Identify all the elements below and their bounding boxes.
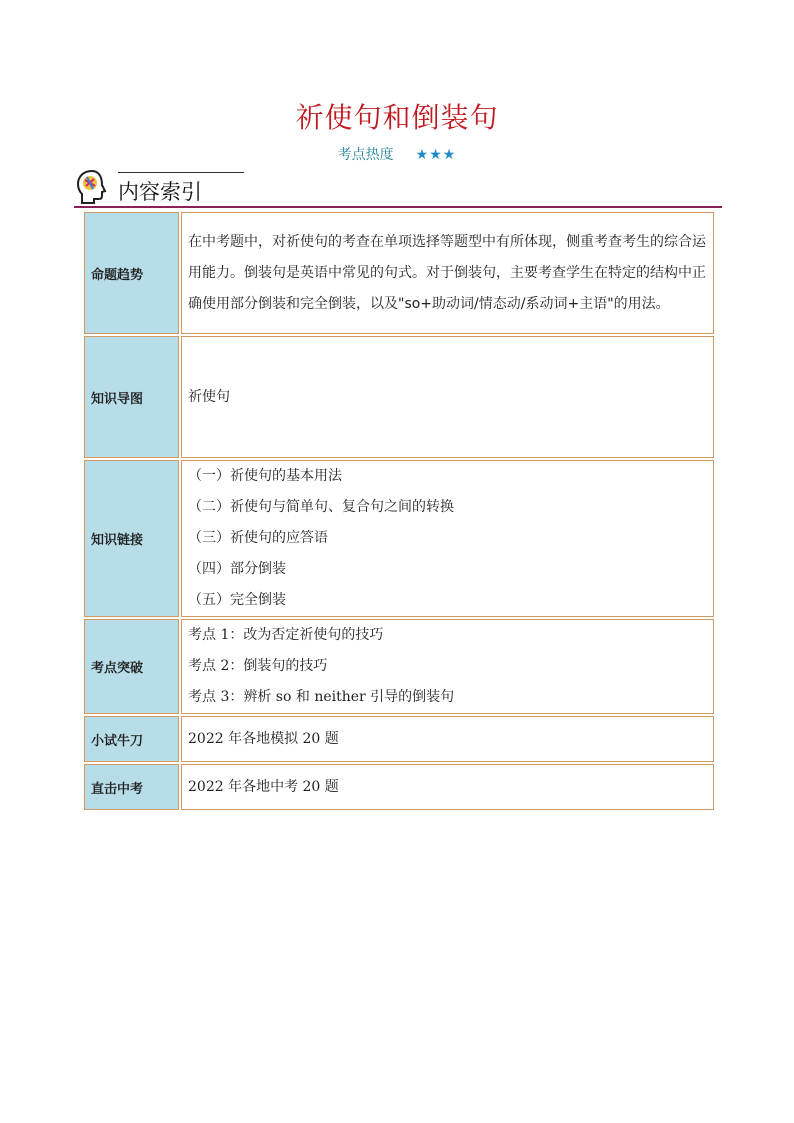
row-head-trend: 命题趋势 [84,212,179,334]
list-item: 考点 3：辨析 so 和 neither 引导的倒装句 [188,689,455,705]
page-title: 祈使句和倒装句 [295,101,499,134]
list-item: （四）部分倒装 [188,561,286,577]
heat-label: 考点热度 [337,147,394,163]
table-row [84,764,714,810]
section-title: 内容索引 [118,180,202,204]
row-body-trend: 在中考题中，对祈使句的考查在单项选择等题型中有所体现，侧重考查考生的综合运用能力。倒装句是英语中常见的句式。对于倒装句，主要考查学生在特定的结构中正确使用部分倒装和完全倒装，以及"so+助动词/情态动/系动词+主语"的用法。 [181,212,714,334]
row-head-map: 知识导图 [84,336,179,458]
brain-head-icon [74,168,110,206]
heat-stars: ★★★ [415,147,457,163]
row-head-links: 知识链接 [84,460,179,617]
row-body-practice: 2022 年各地模拟 20 题 [181,716,714,762]
section-header [74,166,722,210]
list-item: （二）祈使句与简单句、复合句之间的转换 [188,499,454,515]
list-item: 考点 2：倒装句的技巧 [188,658,328,674]
table-row [84,716,714,762]
heat-rating [0,144,794,164]
table-row [84,336,714,458]
row-body-map: 祈使句 [181,336,714,458]
list-item: （一）祈使句的基本用法 [188,468,342,484]
row-body-exam: 2022 年各地中考 20 题 [181,764,714,810]
list-item: 考点 1：改为否定祈使句的技巧 [188,627,384,643]
row-body-points [181,619,714,714]
content-index-table [82,210,716,812]
section-bottom-rule [74,206,722,208]
list-item: （三）祈使句的应答语 [188,530,328,546]
table-row [84,460,714,617]
list-item: （五）完全倒装 [188,592,286,608]
row-body-links [181,460,714,617]
table-row [84,212,714,334]
row-head-exam: 直击中考 [84,764,179,810]
row-head-points: 考点突破 [84,619,179,714]
row-head-practice: 小试牛刀 [84,716,179,762]
section-top-rule [118,172,244,173]
table-row [84,619,714,714]
